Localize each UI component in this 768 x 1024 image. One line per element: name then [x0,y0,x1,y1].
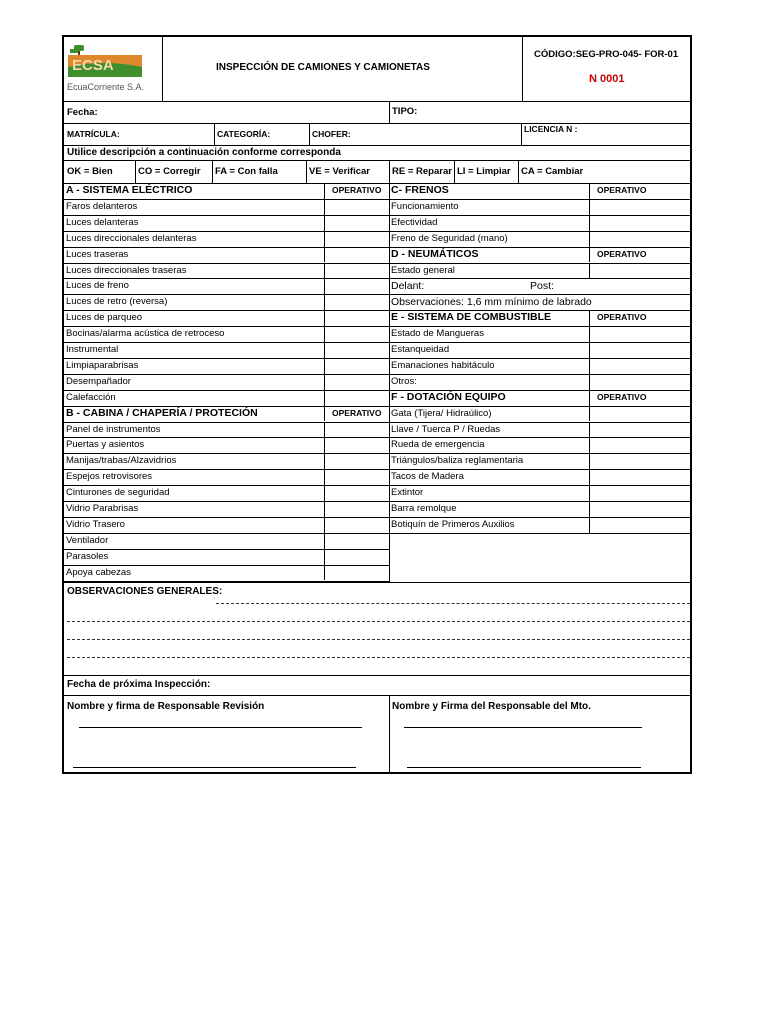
item-label: Parasoles [66,550,109,562]
instructions: Utilice descripción a continuación conforme corresponda [67,147,341,158]
item-label: Luces direccionales delanteras [66,232,197,244]
item-label: Manijas/trabas/Alzavidrios [66,455,177,467]
section-header [389,247,690,263]
item-label: Gata (Tijera/ Hidraúlico) [391,407,492,419]
item-label: Llave / Tuerca P / Ruedas [391,423,501,435]
checklist-item [64,422,389,438]
item-label: Delant: [391,280,425,293]
fecha-label: Fecha: [67,107,98,118]
operativo-cell[interactable] [589,374,690,390]
operativo-cell[interactable] [589,342,690,358]
logo-letters: ECSA [72,57,114,74]
item-label: Rueda de emergencia [391,439,485,451]
item-label: Estado de Mangueras [391,328,484,340]
operativo-header: OPERATIVO [597,312,647,323]
operativo-cell[interactable] [324,247,389,263]
checklist-item [64,263,389,279]
legend-item: CO = Corregir [138,166,201,177]
checklist-item [64,358,389,374]
revision-signature-line-2[interactable] [73,767,356,768]
checklist-item [389,374,690,390]
item-label: Luces de freno [66,280,129,292]
item-label: Emanaciones habitáculo [391,359,495,371]
item-label: Tacos de Madera [391,471,464,483]
section-title: E - SISTEMA DE COMBUSTIBLE [391,311,552,324]
operativo-header: OPERATIVO [597,391,647,402]
operativo-cell[interactable] [589,501,690,517]
checklist-item [64,485,389,501]
responsable-revision-label: Nombre y firma de Responsable Revisión [67,701,265,712]
mto-signature-line-2[interactable] [407,767,641,768]
operativo-cell[interactable] [324,231,389,247]
checklist-item [64,437,389,453]
tipo-label: TIPO: [392,106,418,117]
categoria-label: CATEGORÍA: [217,129,271,139]
checklist-item [389,469,690,485]
checklist-item [64,374,389,390]
item-label: Estanqueidad [391,344,450,355]
legend-item: RE = Reparar [392,166,452,177]
operativo-header: OPERATIVO [597,185,647,195]
checklist-item [389,422,690,438]
checklist-item [64,533,389,549]
company-logo [64,37,162,101]
item-label: Luces de parqueo [66,312,143,324]
observaciones-line-3[interactable] [67,639,690,640]
operativo-cell[interactable] [324,215,389,231]
checklist-item [389,199,690,215]
item-label: Extintor [391,487,424,499]
checklist-item [389,453,690,469]
item-label: Calefacción [66,391,116,403]
checklist-item [64,199,389,215]
licencia-label: LICENCIA N : [524,124,578,134]
chofer-label: CHOFER: [312,129,351,139]
operativo-cell[interactable] [324,437,389,453]
item-label: Vidrio Parabrisas [66,503,139,514]
operativo-header: OPERATIVO [332,185,382,195]
item-label: Luces delanteras [66,216,139,228]
checklist-item [389,437,690,453]
item-label: Freno de Seguridad (mano) [391,232,508,244]
observaciones-label: OBSERVACIONES GENERALES: [67,586,223,597]
operativo-cell[interactable] [324,326,389,342]
checklist-item [389,517,690,533]
section-title: D - NEUMÁTICOS [391,247,479,260]
legend-item: CA = Cambiar [521,166,584,177]
operativo-cell[interactable] [324,294,389,310]
item-label: Triángulos/baliza reglamentaria [391,455,524,467]
operativo-cell[interactable] [324,517,389,533]
matricula-label: MATRÍCULA: [67,129,120,139]
item-label: Instrumental [66,344,119,355]
operativo-cell[interactable] [324,358,389,374]
operativo-cell[interactable] [589,517,690,533]
checklist-item [64,294,389,310]
checklist-item [64,215,389,231]
company-name: EcuaCorriente S.A. [67,82,145,92]
checklist-item [389,263,690,279]
observaciones-line-2[interactable] [67,621,690,622]
item-label: Barra remolque [391,503,457,514]
item-label: Funcionamiento [391,200,459,212]
item-label: Desempañador [66,375,131,387]
checklist-item [64,517,389,533]
section-header [64,183,389,199]
operativo-header: OPERATIVO [597,248,647,259]
mto-signature-line-1[interactable] [404,727,642,728]
operativo-cell[interactable] [324,310,389,326]
item-label: Espejos retrovisores [66,471,153,483]
checklist-item [389,406,690,422]
checklist-item [64,278,389,294]
checklist-item [64,326,389,342]
revision-signature-line-1[interactable] [79,727,362,728]
operativo-cell[interactable] [589,453,690,469]
operativo-cell[interactable] [324,374,389,390]
item-label: Puertas y asientos [66,439,145,451]
operativo-cell[interactable] [589,231,690,247]
checklist-item [64,231,389,247]
item-label: Ventilador [66,534,109,546]
item-label-secondary: Post: [530,280,554,293]
checklist-item [64,342,389,358]
item-label: Efectividad [391,216,438,228]
operativo-cell[interactable] [324,533,389,549]
operativo-cell[interactable] [589,437,690,453]
checklist-item [389,294,690,310]
checklist-item [64,501,389,517]
item-label: Otros: [391,375,417,387]
item-label: Vidrio Trasero [66,518,125,530]
form-code: CÓDIGO:SEG-PRO-045- FOR-01 [534,49,679,60]
observaciones-line-1[interactable] [216,603,690,604]
operativo-cell[interactable] [589,326,690,342]
observaciones-line-4[interactable] [67,657,690,658]
section-title: F - DOTACIÓN EQUIPO [391,390,506,403]
operativo-cell[interactable] [589,406,690,422]
item-label: Estado general [391,264,455,276]
legend-item: OK = Bien [67,166,113,177]
item-label: Bocinas/alarma acústica de retroceso [66,328,225,340]
checklist-item [389,326,690,342]
checklist-item [389,278,690,294]
item-label: Luces de retro (reversa) [66,296,168,308]
checklist-item [64,469,389,485]
section-header [389,310,690,326]
operativo-cell[interactable] [589,485,690,501]
checklist-item [64,390,389,406]
proxima-inspeccion-label: Fecha de próxima Inspección: [67,679,211,690]
checklist-item [64,453,389,469]
item-label: Cinturones de seguridad [66,487,170,499]
checklist-item [389,358,690,374]
operativo-cell[interactable] [589,422,690,438]
item-label: Observaciones: 1,6 mm mínimo de labrado [391,296,592,309]
legend-item: LI = Limpiar [457,166,511,177]
checklist-item [389,485,690,501]
checklist-item [389,501,690,517]
section-title: C- FRENOS [391,184,449,196]
section-header [389,390,690,406]
item-label: Luces direccionales traseras [66,264,187,276]
item-label: Faros delanteros [66,200,138,212]
checklist-item [64,549,389,565]
section-header [64,406,389,422]
checklist-item [64,310,389,326]
operativo-cell[interactable] [589,199,690,215]
checklist-item [389,215,690,231]
legend-item: FA = Con falla [215,166,278,177]
checklist-item [389,342,690,358]
section-header [389,183,690,199]
operativo-cell[interactable] [324,263,389,279]
item-label: Botiquín de Primeros Auxilios [391,518,515,530]
legend-item: VE = Verificar [309,166,370,177]
operativo-cell[interactable] [324,199,389,215]
operativo-cell[interactable] [589,358,690,374]
item-label: Luces traseras [66,248,129,260]
inspection-form [62,35,692,774]
operativo-cell[interactable] [324,390,389,406]
checklist-item [64,565,389,581]
checklist-item [64,247,389,263]
operativo-cell[interactable] [324,278,389,294]
operativo-cell[interactable] [324,469,389,485]
operativo-cell[interactable] [324,453,389,469]
operativo-cell[interactable] [324,485,389,501]
operativo-cell[interactable] [324,342,389,358]
section-title: A - SISTEMA ELÉCTRICO [66,184,193,196]
operativo-cell[interactable] [589,469,690,485]
section-title: B - CABINA / CHAPERÍA / PROTECIÓN [66,406,258,419]
form-number: N 0001 [589,73,625,85]
item-label: Limpiaparabrisas [66,359,139,371]
responsable-mto-label: Nombre y Firma del Responsable del Mto. [392,701,591,712]
operativo-cell[interactable] [324,565,389,581]
form-title: INSPECCIÓN DE CAMIONES Y CAMIONETAS [216,62,430,73]
checklist-item [389,231,690,247]
operativo-cell[interactable] [589,215,690,231]
operativo-header: OPERATIVO [332,407,382,418]
item-label: Panel de instrumentos [66,423,161,435]
operativo-cell[interactable] [324,422,389,438]
operativo-cell[interactable] [324,549,389,565]
operativo-cell[interactable] [324,501,389,517]
item-label: Apoya cabezas [66,566,131,578]
operativo-cell[interactable] [589,263,690,279]
